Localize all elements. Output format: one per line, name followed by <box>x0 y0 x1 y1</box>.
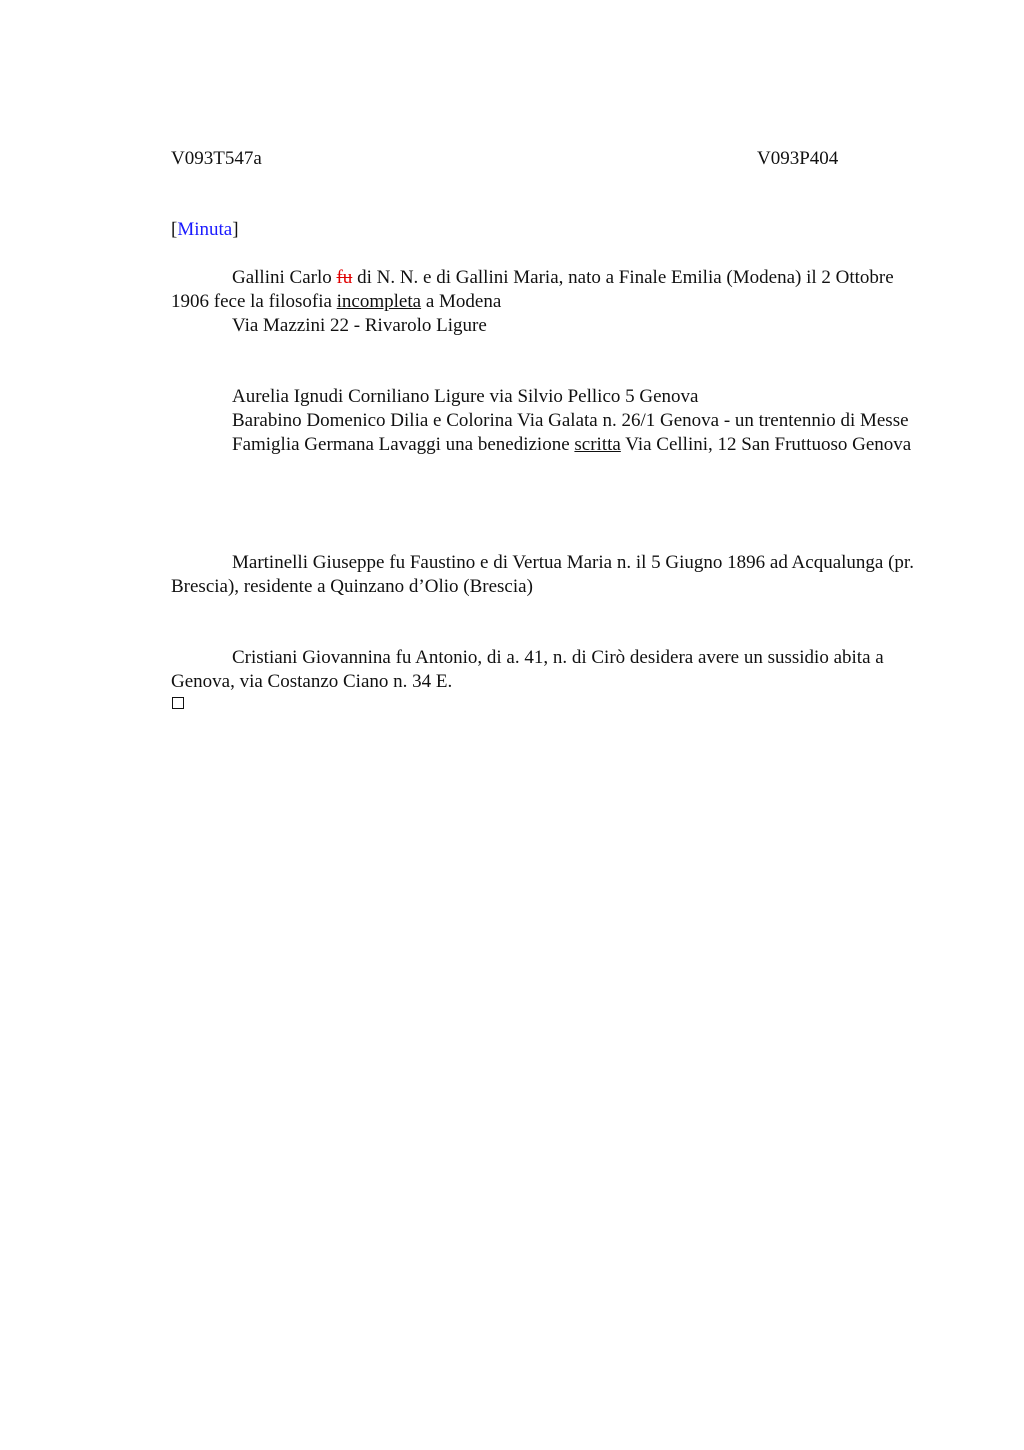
entry-gallini-text <box>171 266 931 314</box>
entry-lavaggi-text-b: Via Cellini, 12 San Fruttuoso Genova <box>620 434 912 455</box>
entry-lavaggi <box>171 433 931 457</box>
underlined-word: incompleta <box>336 291 422 312</box>
minuta-close-bracket: ] <box>232 219 239 240</box>
struck-word: fu <box>336 267 353 288</box>
entry-barabino: Barabino Domenico Dilia e Colorina Via Galata n. 26/1 Genova - un trentennio di Messe <box>232 410 909 431</box>
entry-ignudi: Aurelia Ignudi Corniliano Ligure via Silvio Pellico 5 Genova <box>232 386 699 407</box>
minuta-label <box>171 218 931 242</box>
entry-cristiani-text: Cristiani Giovannina fu Antonio, di a. 41, n. di Cirò desidera avere un sussidio abita a Genova, via Costanzo Ciano n. 34 E. <box>171 647 884 692</box>
entry-gallini-details: di N. N. e di Gallini Maria, nato a Finale Emilia (Modena) il 2 Ottobre 1906 fece la filosofia <box>171 267 894 312</box>
entry-martinelli <box>171 551 931 599</box>
minuta-open-bracket: [ <box>171 219 178 240</box>
checkbox-square-icon <box>172 697 184 709</box>
entry-martinelli-text: Martinelli Giuseppe fu Faustino e di Vertua Maria n. il 5 Giugno 1896 ad Acqualunga (pr. Brescia), residente a Quinzano d’Olio (Brescia) <box>171 552 914 597</box>
document-code-right: V093P404 <box>757 148 839 169</box>
entry-group-genova <box>171 385 931 457</box>
entry-gallini-name: Gallini Carlo <box>232 267 337 288</box>
underlined-word: scritta <box>574 434 621 455</box>
entry-cristiani <box>171 646 931 694</box>
entry-gallini <box>171 266 931 338</box>
minuta-link[interactable]: Minuta <box>177 219 233 240</box>
entry-gallini-place: a Modena <box>421 291 502 312</box>
entry-lavaggi-text-a: Famiglia Germana Lavaggi una benedizione <box>232 434 575 455</box>
document-code-left: V093T547a <box>171 148 262 169</box>
entry-gallini-address: Via Mazzini 22 - Rivarolo Ligure <box>232 315 487 336</box>
